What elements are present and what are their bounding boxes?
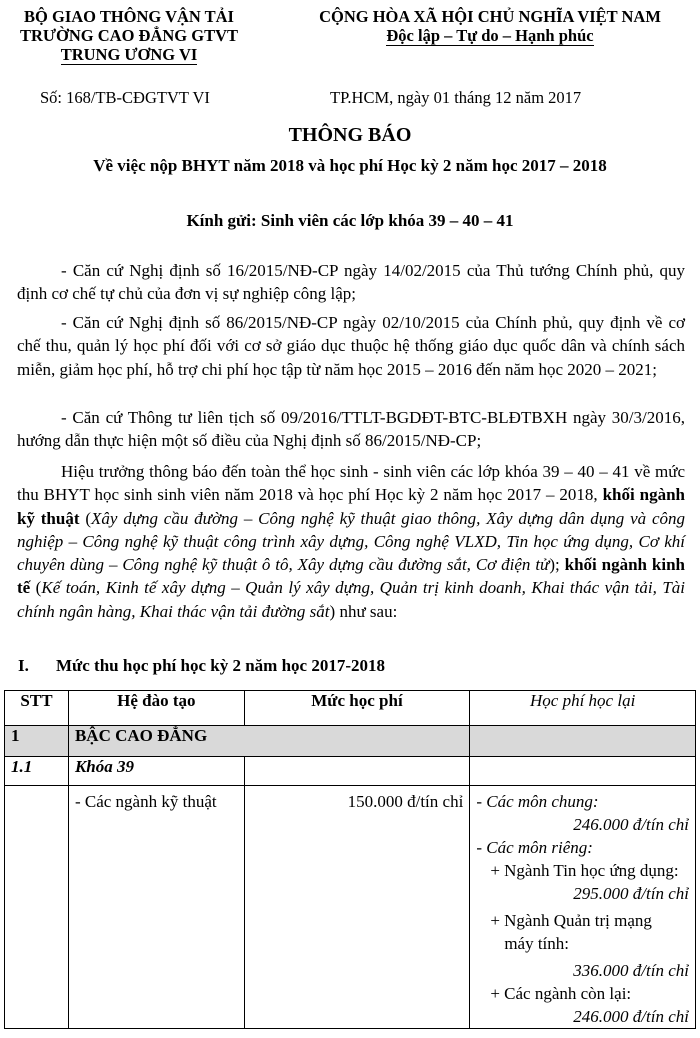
row-level-program: BẬC CAO ĐẲNG: [68, 726, 469, 757]
retake-other-value: 246.000 đ/tín chỉ: [573, 1007, 689, 1026]
ministry-name: BỘ GIAO THÔNG VẬN TẢI: [24, 7, 234, 26]
economic-majors: Kế toán, Kinh tế xây dựng – Quản lý xây dựng, Quản trị kinh doanh, Khai thác vận tải, Tài chính ngân hàng, Khai thác vận tải đường sắt: [17, 578, 685, 621]
motto: Độc lập – Tự do – Hạnh phúc: [386, 26, 594, 45]
greeting: Kính gửi: Sinh viên các lớp khóa 39 – 40 – 41: [186, 211, 514, 230]
table-row-technical: [5, 786, 696, 1029]
retake-other-label: + Các ngành còn lại:: [490, 984, 632, 1003]
retake-it-value: 295.000 đ/tín chỉ: [573, 884, 689, 903]
retake-common-value: 246.000 đ/tín chỉ: [573, 815, 689, 834]
header-program: Hệ đào tạo: [68, 691, 244, 726]
retake-net-label-2: máy tính:: [504, 934, 570, 953]
issuing-authority: [14, 7, 244, 65]
section-marker: I.: [18, 656, 29, 675]
row-tech-program: - Các ngành kỹ thuật: [68, 786, 244, 1029]
retake-it-label: + Ngành Tin học ứng dụng:: [490, 861, 679, 880]
header-fee: Mức học phí: [244, 691, 470, 726]
technical-majors: Xây dựng cầu đường – Công nghệ kỹ thuật giao thông, Xây dựng dân dụng và công nghiệp – Công nghệ kỹ thuật công trình xây dựng, Công nghệ VLXD, Tin học ứng dụng, Cơ khí chuyên dùng – Công nghệ kỹ thuật ô tô, Xây dựng cầu đường sắt, Cơ điện tử: [17, 508, 685, 575]
school-name-line1: TRƯỜNG CAO ĐẲNG GTVT: [19, 26, 239, 45]
paragraph-legal-basis-1: - Căn cứ Nghị định số 16/2015/NĐ-CP ngày 14/02/2015 của Thủ tướng Chính phủ, quy định cơ chế tự chủ của đơn vị sự nghiệp công lập;: [17, 261, 685, 304]
row-tech-fee: 150.000 đ/tín chỉ: [244, 786, 470, 1029]
paragraph-legal-basis-2: - Căn cứ Nghị định số 86/2015/NĐ-CP ngày 02/10/2015 của Chính phủ, quy định về cơ chế thu, quản lý học phí đối với cơ sở giáo dục thuộc hệ thống giáo dục quốc dân và chính sách miễn, giảm học phí, hỗ trợ chi phí học tập từ năm học 2015 – 2016 đến năm học 2020 – 2021;: [17, 313, 685, 379]
document-subtitle: Về việc nộp BHYT năm 2018 và học phí Học kỳ 2 năm học 2017 – 2018: [93, 156, 607, 175]
retake-net-label: + Ngành Quản trị mạng: [490, 911, 652, 930]
retake-specific-label: - Các môn riêng:: [476, 838, 593, 857]
technical-group-label: khối ngành kỹ thuật: [17, 485, 686, 528]
document-title: THÔNG BÁO: [288, 124, 412, 146]
paragraph-legal-basis-3: - Căn cứ Thông tư liên tịch số 09/2016/TTLT-BGDĐT-BTC-BLĐTBXH ngày 30/3/2016, hướng dẫn thực hiện một số điều của Nghị định số 86/2015/NĐ-CP;: [17, 408, 685, 451]
table-row-cohort: [5, 757, 696, 786]
row-cohort-program: Khóa 39: [68, 757, 244, 786]
retake-net-value: 336.000 đ/tín chỉ: [573, 961, 689, 980]
header-retake: Học phí học lại: [470, 691, 696, 726]
table-row-level: [5, 726, 696, 757]
row-level-stt: 1: [5, 726, 69, 757]
row-tech-retake: [470, 786, 696, 1029]
document-number: Số: 168/TB-CĐGTVT VI: [40, 88, 210, 107]
school-name-line2: TRUNG ƯƠNG VI: [60, 45, 198, 64]
header-stt: STT: [5, 691, 69, 726]
table-header-row: [5, 691, 696, 726]
section-title: Mức thu học phí học kỳ 2 năm học 2017-2018: [56, 656, 385, 675]
national-motto: [300, 7, 680, 46]
row-cohort-stt: 1.1: [5, 757, 69, 786]
retake-common-label: - Các môn chung:: [476, 792, 599, 811]
tuition-table: [4, 690, 696, 1029]
nation-name: CỘNG HÒA XÃ HỘI CHỦ NGHĨA VIỆT NAM: [319, 7, 661, 26]
section-heading: [18, 656, 385, 676]
place-date: TP.HCM, ngày 01 tháng 12 năm 2017: [330, 88, 582, 107]
paragraph-announcement: Hiệu trưởng thông báo đến toàn thể học sinh - sinh viên các lớp khóa 39 – 40 – 41 về mức thu BHYT học sinh sinh viên năm 2018 và học phí Học kỳ 2 năm học 2017 – 2018, khối ngành kỹ thuật (Xây dựng cầu đường – Công nghệ kỹ thuật giao thông, Xây dựng dân dụng và công nghiệp – Công nghệ kỹ thuật công trình xây dựng, Công nghệ VLXD, Tin học ứng dụng, Cơ khí chuyên dùng – Công nghệ kỹ thuật ô tô, Xây dựng cầu đường sắt, Cơ điện tử); khối ngành kinh tế (Kế toán, Kinh tế xây dựng – Quản lý xây dựng, Quản trị kinh doanh, Khai thác vận tải, Tài chính ngân hàng, Khai thác vận tải đường sắt) như sau:: [17, 462, 686, 621]
economic-group-label: khối ngành kinh tế: [17, 555, 685, 598]
